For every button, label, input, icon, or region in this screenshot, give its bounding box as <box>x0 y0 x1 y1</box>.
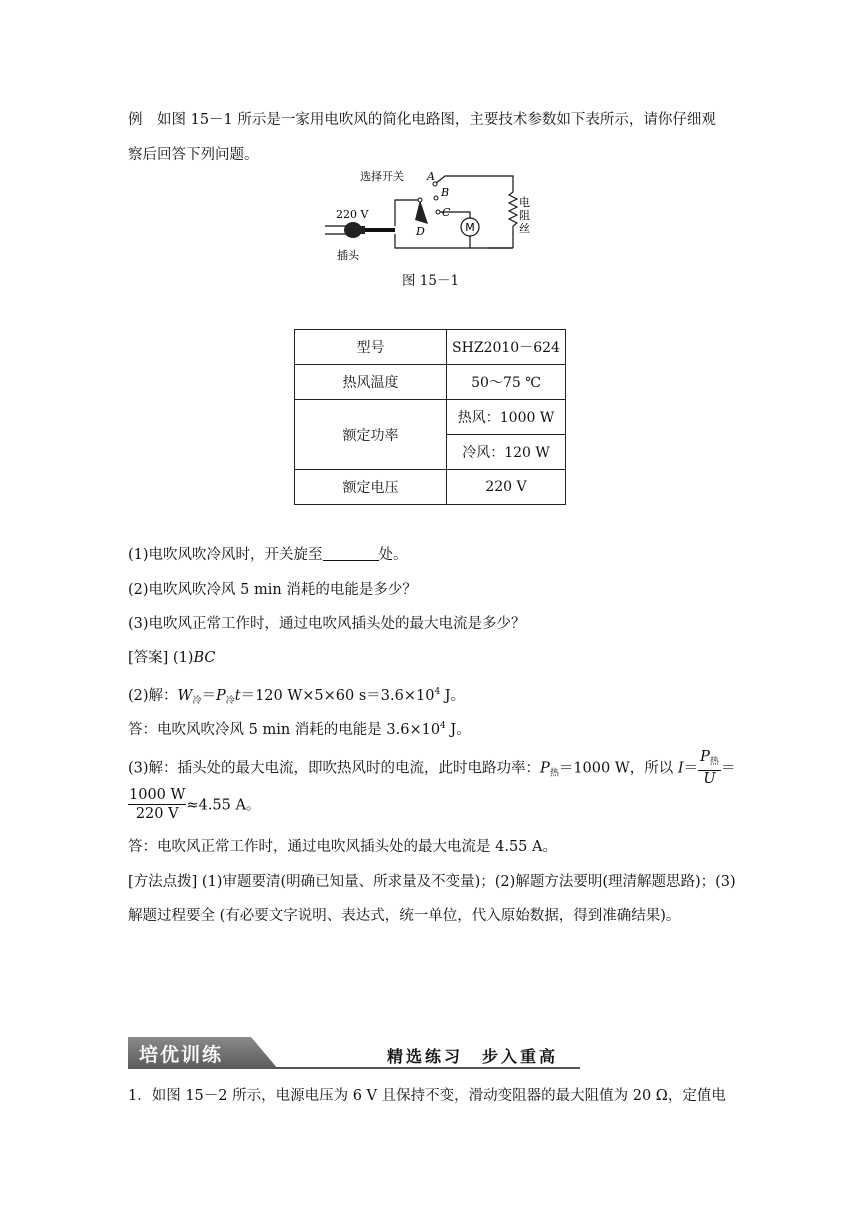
switch-label: 选择开关 <box>360 170 404 183</box>
fraction-numerator-sub: 热 <box>709 757 719 767</box>
answer-2-text: 答：电吹风吹冷风 5 min 消耗的电能是 3.6×10 <box>128 722 441 738</box>
intro-line-2: 察后回答下列问题。 <box>128 147 259 163</box>
switch-knob-icon <box>415 200 428 224</box>
answer-blank <box>323 546 379 561</box>
question-1-end: 处。 <box>378 547 408 563</box>
answer-3-solution <box>128 750 735 787</box>
answer-2-prefix: (2)解： <box>128 688 178 704</box>
unit: J。 <box>440 688 466 704</box>
answer-1 <box>128 648 216 668</box>
equals-sign-3: ＝ <box>720 760 736 777</box>
motor-label: M <box>465 221 475 234</box>
fraction-p-over-u <box>698 750 721 787</box>
question-1-text: (1)电吹风吹冷风时，开关旋至 <box>128 547 323 563</box>
spec-table <box>294 329 566 505</box>
answer-2-conclusion <box>128 716 471 740</box>
table-row <box>295 470 566 505</box>
intro-line-1: 例 如图 15－1 所示是一家用电吹风的简化电路图，主要技术参数如下表所示，请你仔细观 <box>128 112 716 128</box>
voltage-label-cell: 额定电压 <box>295 470 447 505</box>
resistor-label-1: 电 <box>519 196 530 209</box>
question-1 <box>128 545 408 565</box>
resistor-label-3: 丝 <box>519 222 530 235</box>
table-row <box>295 330 566 365</box>
voltage-value-cell: 220 V <box>447 470 566 505</box>
tips-line-1: [方法点拨] (1)审题要清(明确已知量、所求量及不变量)；(2)解题方法要明(理清解题思路)；(3) <box>128 874 736 890</box>
question-3: (3)电吹风正常工作时，通过电吹风插头处的最大电流是多少？ <box>128 616 526 632</box>
answer-3-text: (3)解：插头处的最大电流，即吹热风时的电流，此时电路功率： <box>128 760 541 777</box>
subscript-hot: 热 <box>549 768 559 779</box>
exercise-question-1: 1．如图 15－2 所示，电源电压为 6 V 且保持不变，滑动变阻器的最大阻值为 20 Ω，定值电 <box>128 1088 726 1104</box>
question-2: (2)电吹风吹冷风 5 min 消耗的电能是多少？ <box>128 582 417 598</box>
fraction2-denominator: 220 V <box>135 806 179 822</box>
power-label-cell: 额定功率 <box>295 400 447 470</box>
plug-label: 插头 <box>337 249 359 262</box>
answer-3-result: ≈4.55 A。 <box>186 797 261 814</box>
point-a-label: A <box>427 170 435 183</box>
answer-3-fraction-line <box>128 787 260 824</box>
resistor-icon <box>509 192 517 230</box>
section-title: 培优训练 <box>139 1044 224 1066</box>
circuit-diagram <box>325 168 540 268</box>
symbol-p: P <box>215 688 226 704</box>
symbol-p-hot: P <box>540 760 550 777</box>
table-row <box>295 400 566 435</box>
answer-2-calc: ＝120 W×5×60 s＝3.6×10 <box>240 688 435 704</box>
temp-label-cell: 热风温度 <box>295 365 447 400</box>
model-label-cell: 型号 <box>295 330 447 365</box>
exponent-2: 4 <box>440 721 446 731</box>
equals-sign-2: ＝ <box>683 760 699 777</box>
symbol-w: W <box>177 688 193 704</box>
temp-value-cell: 50～75 ℃ <box>447 365 566 400</box>
fraction-power-over-voltage <box>128 787 186 824</box>
answer-2-end: J。 <box>445 722 471 738</box>
subscript-cold: 冷 <box>192 696 202 706</box>
exponent: 4 <box>434 687 441 697</box>
table-row <box>295 365 566 400</box>
section-divider <box>270 1067 580 1069</box>
answer-1-value: BC <box>193 650 216 666</box>
subscript-cold-2: 冷 <box>225 696 235 706</box>
voltage-label: 220 V <box>336 208 369 221</box>
symbol-t: t <box>234 688 241 704</box>
point-d-label: D <box>416 225 425 238</box>
fraction2-numerator: 1000 W <box>129 787 186 803</box>
fraction-numerator: P <box>700 749 710 765</box>
resistor-label-2: 阻 <box>519 209 530 222</box>
section-subtitle: 精选练习 步入重高 <box>387 1047 559 1066</box>
answer-2-solution <box>128 682 465 711</box>
fraction-denominator: U <box>703 771 716 787</box>
figure-caption: 图 15－1 <box>402 273 460 289</box>
equals-sign: ＝ <box>201 688 216 704</box>
model-value-cell: SHZ2010－624 <box>447 330 566 365</box>
point-c-label: C <box>442 206 451 219</box>
answer-3-power: ＝1000 W，所以 <box>558 760 678 777</box>
answer-label: [答案] (1) <box>128 650 194 666</box>
point-b-label: B <box>441 186 450 199</box>
power-cold-cell: 冷风：120 W <box>447 435 566 470</box>
symbol-i: I <box>677 760 684 777</box>
answer-3-conclusion: 答：电吹风正常工作时，通过电吹风插头处的最大电流是 4.55 A。 <box>128 839 557 855</box>
power-hot-cell: 热风：1000 W <box>447 400 566 435</box>
tips-line-2: 解题过程要全 (有必要文字说明、表达式，统一单位，代入原始数据，得到准确结果)。 <box>128 908 681 924</box>
